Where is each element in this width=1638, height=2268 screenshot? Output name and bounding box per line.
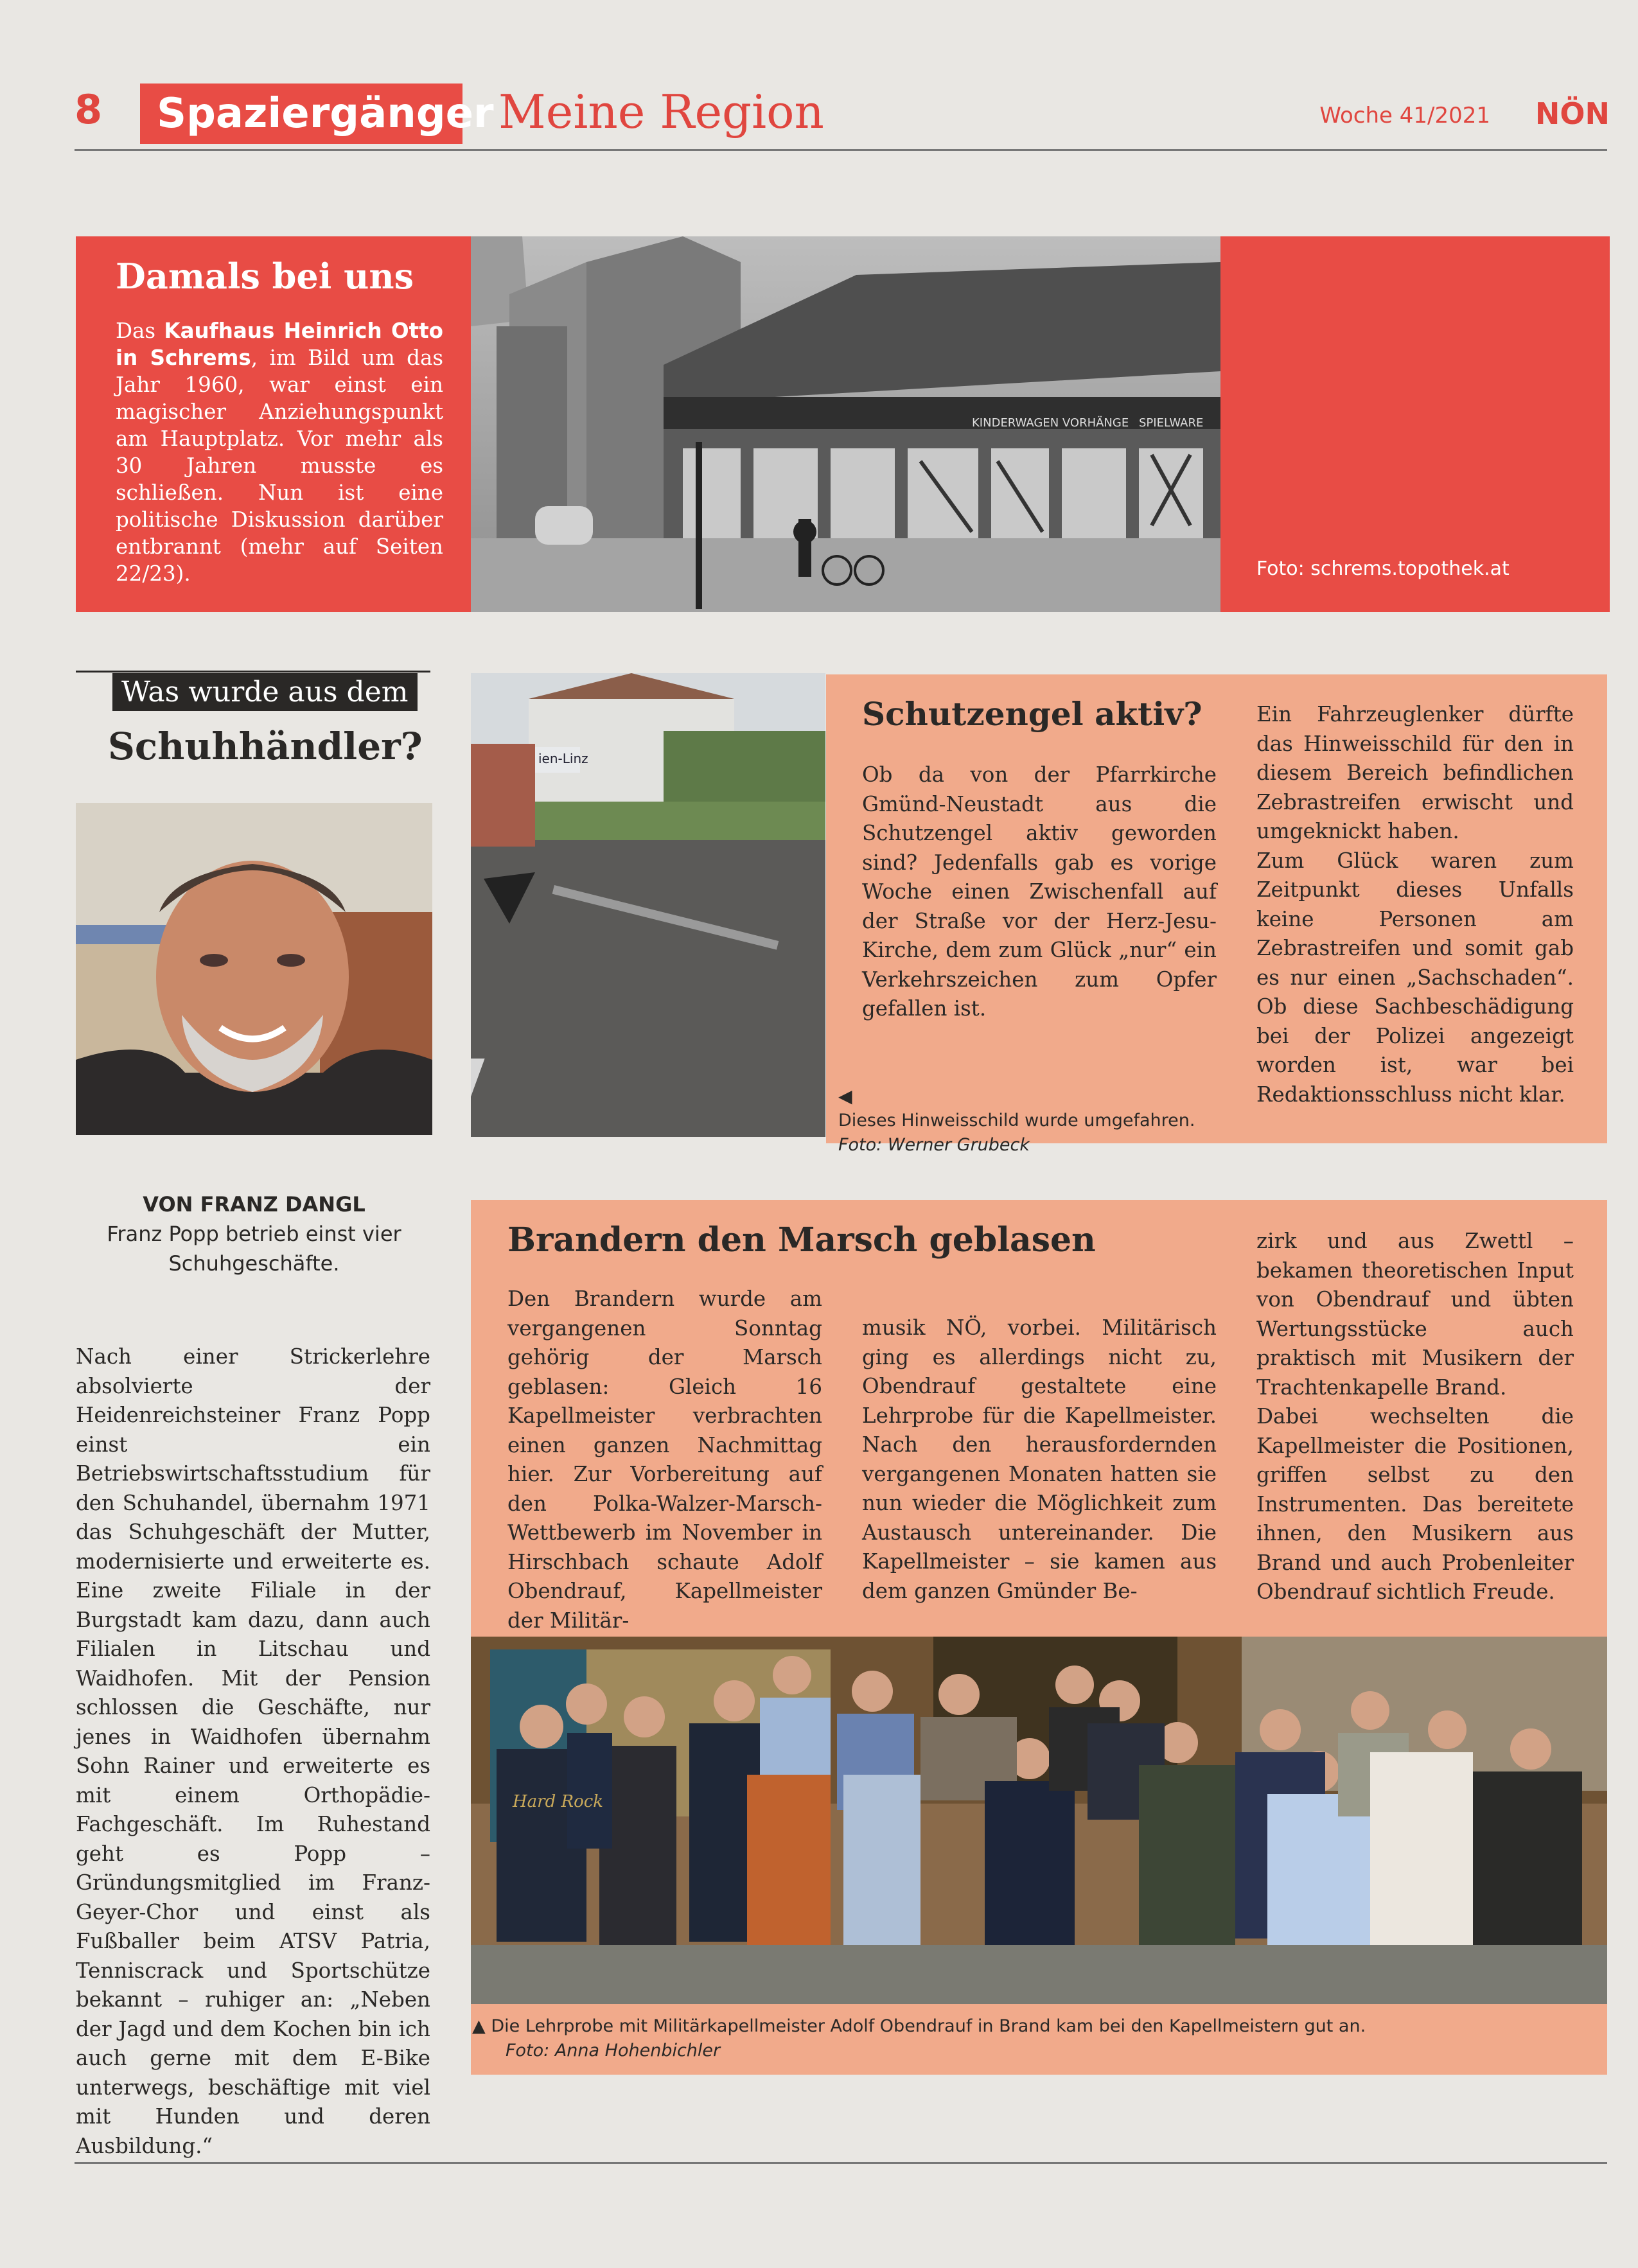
kapellmeister-group-photo <box>471 1637 1607 2004</box>
damals-body-bold: Kaufhaus Heinrich Otto in Schrems <box>116 319 443 370</box>
damals-body-post: , im Bild um das Jahr 1960, war einst ein magischer Anziehungspunkt am Hauptplatz. Vor mehr als 30 Jahren musste es schließen. Nun ist eine politische Diskussion darüber entbrannt (mehr auf Seiten 22/23). <box>116 346 444 586</box>
caption-up-arrow-icon: ▲ <box>472 2016 491 2036</box>
section-tag: Spaziergänger <box>140 84 462 144</box>
brandern-col3-para1: zirk und aus Zwettl – bekamen theoretischen Input von Obendrauf und übten Wertungsstücke auch praktisch mit Musikern der Trachtenkapelle Brand. <box>1256 1229 1574 1400</box>
schutzengel-credit: Foto: Werner Grubeck <box>838 1135 1030 1155</box>
damals-photo-margin <box>1220 236 1610 612</box>
schutzengel-col2 <box>1256 700 1574 1109</box>
schutzengel-col2-para1: Ein Fahrzeuglenker dürfte das Hinweisschild für den in diesem Bereich befindlichen Zebrastreifen erwischt und umgeknickt haben. <box>1256 702 1574 843</box>
brandern-caption-block <box>472 2014 1366 2063</box>
brandern-credit: Foto: Anna Hohenbichler <box>506 2041 721 2061</box>
traffic-sign-photo <box>471 673 825 1137</box>
shop-sign-2: SPIELWARE <box>1139 416 1204 430</box>
franz-popp-portrait <box>76 803 432 1135</box>
photo-sign-text: ien-Linz <box>538 751 588 766</box>
damals-photo-credit: Foto: schrems.topothek.at <box>1256 558 1510 580</box>
brandern-caption <box>472 2014 1366 2039</box>
kaufhaus-photo <box>471 236 1220 612</box>
profile-lead: Franz Popp betrieb einst vier Schuhgeschäfte. <box>107 1222 401 1276</box>
schutzengel-col1: Ob da von der Pfarrkirche Gmünd-Neustadt aus die Schutzengel aktiv geworden sind? Jedenfalls gab es vorige Woche einen Zwischenfall auf der Straße vor der Herz-Jesu-Kirche, dem zum Glück „nur“ ein Verkehrszeichen zum Opfer gefallen ist. <box>862 762 1217 1021</box>
schutzengel-caption: Dieses Hinweisschild wurde umgefahren. <box>838 1111 1195 1130</box>
brandern-col1: Den Brandern wurde am vergangenen Sonntag gehörig der Marsch geblasen: Gleich 16 Kapellmeister verbrachten einen ganzen Nachmittag hier. Zur Vorbereitung auf den Polka-Walzer-Marsch-Wettbewerb im November in Hirschbach schaute Adolf Obendrauf, Kapellmeister der Militär- <box>507 1287 822 1633</box>
brandern-col2: musik NÖ, vorbei. Militärisch ging es allerdings nicht zu, Obendrauf gestaltete eine Lehrprobe für die Kapellmeister. Nach den herausfordernden vergangenen Monaten hatten sie nun wieder die Möglichkeit zum Austausch untereinander. Die Kapellmeister – sie kamen aus dem ganzen Gmünder Be- <box>862 1315 1217 1603</box>
profile-kicker: Was wurde aus dem <box>112 673 418 711</box>
schutzengel-title: Schutzengel aktiv? <box>862 695 1202 733</box>
footer-rule <box>75 2162 1607 2164</box>
header-rule <box>75 149 1607 151</box>
byline <box>76 1190 432 1278</box>
profile-body: Nach einer Strickerlehre absolvierte der Heidenreichsteiner Franz Popp einst ein Betriebswirtschaftsstudium für den Schuhandel, übernahm 1971 das Schuhgeschäft der Mutter, modernisierte und erweiterte es. Eine zweite Filiale in der Burgstadt kam dazu, dann auch Filialen in Litschau und Waidhofen. Mit der Pension schlossen die Geschäfte, nur jenes in Waidhofen übernahm Sohn Rainer und erweiterte es mit einem Orthopädie-Fachgeschäft. Im Ruhestand geht es Popp – Gründungsmitglied im Franz-Geyer-Chor und einst als Fußballer beim ATSV Patria, Tenniscrack und Sportschütze bekannt – ruhiger an: „Neben der Jagd und dem Kochen bin ich auch gerne mit dem E-Bike unterwegs, beschäftige mit viel mit Hunden und deren Ausbildung.“ <box>76 1344 430 2158</box>
damals-body <box>116 317 443 587</box>
schutzengel-caption-block <box>838 1084 1195 1157</box>
author: VON FRANZ DANGL <box>143 1192 365 1217</box>
brandern-col3 <box>1256 1227 1574 1607</box>
brandern-caption-text: Die Lehrprobe mit Militärkapellmeister Adolf Obendrauf in Brand kam bei den Kapellmeistern gut an. <box>491 2016 1366 2036</box>
shirt-text: Hard Rock <box>513 1792 604 1811</box>
shop-sign-1: KINDERWAGEN VORHÄNGE <box>972 416 1129 430</box>
issue-label: Woche 41/2021 <box>1319 103 1490 128</box>
kicker-rule <box>76 671 430 672</box>
damals-box <box>76 236 471 612</box>
caption-arrow-icon: ◀ <box>838 1086 852 1107</box>
profile-title: Schuhhändler? <box>108 725 423 768</box>
brandern-title: Brandern den Marsch geblasen <box>507 1220 1096 1260</box>
damals-body-pre: Das <box>116 319 164 343</box>
damals-title: Damals bei uns <box>116 256 414 297</box>
brand-logo: NÖN <box>1535 96 1610 131</box>
region-title: Meine Region <box>498 85 824 139</box>
brandern-col3-para2: Dabei wechselten die Kapellmeister die Positionen, griffen selbst zu den Instrumenten. Das bereitete ihnen, den Musikern aus Brand und auch Probenleiter Obendrauf sichtlich Freude. <box>1256 1404 1574 1604</box>
schutzengel-col2-para2: Zum Glück waren zum Zeitpunkt dieses Unfalls keine Personen am Zebrastreifen und somit gab es nur einen „Sachschaden“. Ob diese Sachbeschädigung bei der Polizei angezeigt worden ist, war bei Redaktionsschluss nicht klar. <box>1256 848 1574 1107</box>
page-number: 8 <box>75 86 103 133</box>
